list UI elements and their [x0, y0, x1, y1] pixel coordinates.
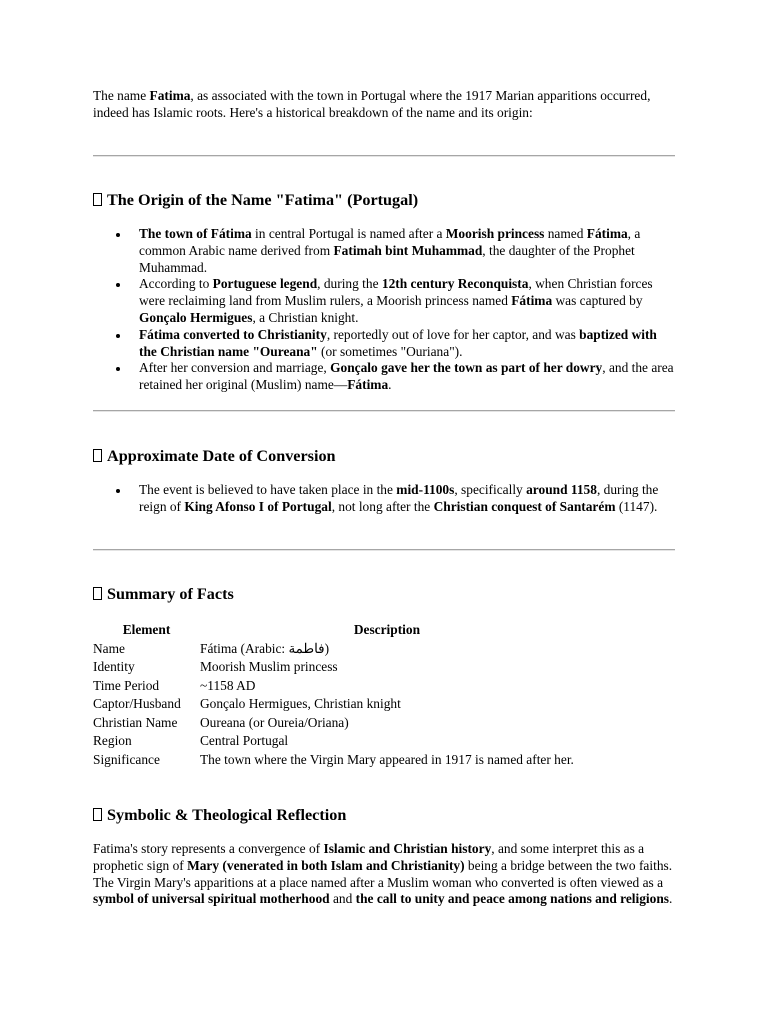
bold-text: 12th century Reconquista: [381, 276, 529, 292]
section-heading-reflection: Symbolic & Theological Reflection: [93, 805, 346, 825]
table-header-row: [93, 621, 574, 640]
column-header-description: Description: [353, 622, 421, 637]
table-cell: Gonçalo Hermigues, Christian knight: [200, 696, 401, 711]
bold-text: Fatima: [149, 88, 191, 103]
summary-table: [93, 621, 574, 769]
list-item: After her conversion and marriage, Gonçalo gave her the town as part of her dowry, and the area retained her original (Muslim) name—Fátima.: [93, 360, 678, 394]
divider: [93, 549, 675, 551]
table-cell: Name: [93, 640, 125, 656]
table-row: [93, 677, 574, 696]
bold-text: Christian conquest of Santarém: [433, 498, 616, 514]
bold-text: the call to unity and peace among nations and religions: [355, 891, 669, 907]
bold-text: Gonçalo gave her the town as part of her dowry: [330, 360, 603, 376]
table-cell: Moorish Muslim princess: [200, 659, 338, 674]
table-cell: Region: [93, 733, 132, 748]
table-cell: Identity: [93, 659, 135, 674]
table-cell: Central Portugal: [200, 733, 289, 748]
table-cell: Oureana (or Oureia/Oriana): [200, 714, 349, 730]
intro-paragraph: The name Fatima, as associated with the town in Portugal where the 1917 Marian apparitions occurred, indeed has Islamic roots. Here's a historical breakdown of the name and its origin:: [93, 88, 651, 120]
bold-text: Fátima converted to Christianity: [139, 326, 327, 342]
bold-text: Fátima: [511, 293, 553, 309]
bold-text: Fátima: [347, 377, 389, 393]
bold-text: Portuguese legend: [212, 276, 318, 292]
bold-text: symbol of universal spiritual motherhood: [93, 891, 330, 907]
bold-text: mid-1100s: [396, 482, 455, 497]
table-cell: ~1158 AD: [200, 677, 256, 693]
bold-text: King Afonso I of Portugal: [184, 498, 332, 514]
list-item: The event is believed to have taken place in the mid-1100s, specifically around 1158, during the reign of King Afonso I of Portugal, not long after the Christian conquest of Santarém (1147).: [93, 482, 678, 516]
missing-glyph-icon: [93, 808, 102, 821]
bold-text: Moorish princess: [445, 226, 545, 241]
list-item: Fátima converted to Christianity, reportedly out of love for her captor, and was baptized with the Christian name "Oureana" (or sometimes "Ouriana").: [93, 327, 678, 361]
divider: [93, 410, 675, 412]
table-cell: Time Period: [93, 677, 160, 693]
section-heading-date: Approximate Date of Conversion: [93, 446, 336, 466]
table-row: [93, 695, 574, 714]
bold-text: Islamic and Christian history: [323, 841, 492, 856]
table-row: [93, 658, 574, 677]
section-heading-summary: Summary of Facts: [93, 584, 234, 604]
bold-text: Gonçalo Hermigues: [139, 309, 253, 325]
bold-text: baptized with the Christian name "Oureana": [139, 326, 657, 359]
table-cell: Significance: [93, 751, 160, 767]
origin-bullet-list: [93, 226, 678, 394]
bold-text: around 1158: [526, 482, 597, 497]
table-cell: Christian Name: [93, 714, 178, 730]
table-cell: Captor/Husband: [93, 696, 181, 711]
table-row: [93, 714, 574, 733]
table-row: [93, 732, 574, 751]
table-cell: The town where the Virgin Mary appeared in 1917 is named after her.: [200, 751, 574, 767]
table-row: [93, 751, 574, 770]
bold-text: Fatimah bint Muhammad: [333, 242, 483, 258]
table-cell: Fátima (Arabic: فاطمة): [200, 640, 330, 656]
reflection-paragraph: Fatima's story represents a convergence of Islamic and Christian history, and some interpret this as a prophetic sign of Mary (venerated in both Islam and Christianity) being a bridge between the two faiths. The Virgin Mary's apparitions at a place named after a Muslim woman who converted is often viewed as a symbol of universal spiritual motherhood and the call to unity and peace among nations and religions.: [93, 841, 673, 907]
date-bullet-list: [93, 482, 678, 516]
divider: [93, 155, 675, 157]
missing-glyph-icon: [93, 449, 102, 462]
list-item: The town of Fátima in central Portugal is named after a Moorish princess named Fátima, a common Arabic name derived from Fatimah bint Muhammad, the daughter of the Prophet Muhammad.: [93, 226, 678, 276]
column-header-element: Element: [122, 622, 171, 637]
missing-glyph-icon: [93, 587, 102, 600]
bold-text: Mary (venerated in both Islam and Christianity): [187, 857, 465, 873]
bold-text: The town of Fátima: [139, 226, 252, 241]
list-item: According to Portuguese legend, during the 12th century Reconquista, when Christian forces were reclaiming land from Muslim rulers, a Moorish princess named Fátima was captured by Gonçalo Hermigues, a Christian knight.: [93, 276, 678, 326]
bold-text: Fátima: [586, 226, 628, 241]
section-heading-origin: The Origin of the Name "Fatima" (Portugal): [93, 190, 418, 210]
table-row: [93, 640, 574, 659]
missing-glyph-icon: [93, 193, 102, 206]
